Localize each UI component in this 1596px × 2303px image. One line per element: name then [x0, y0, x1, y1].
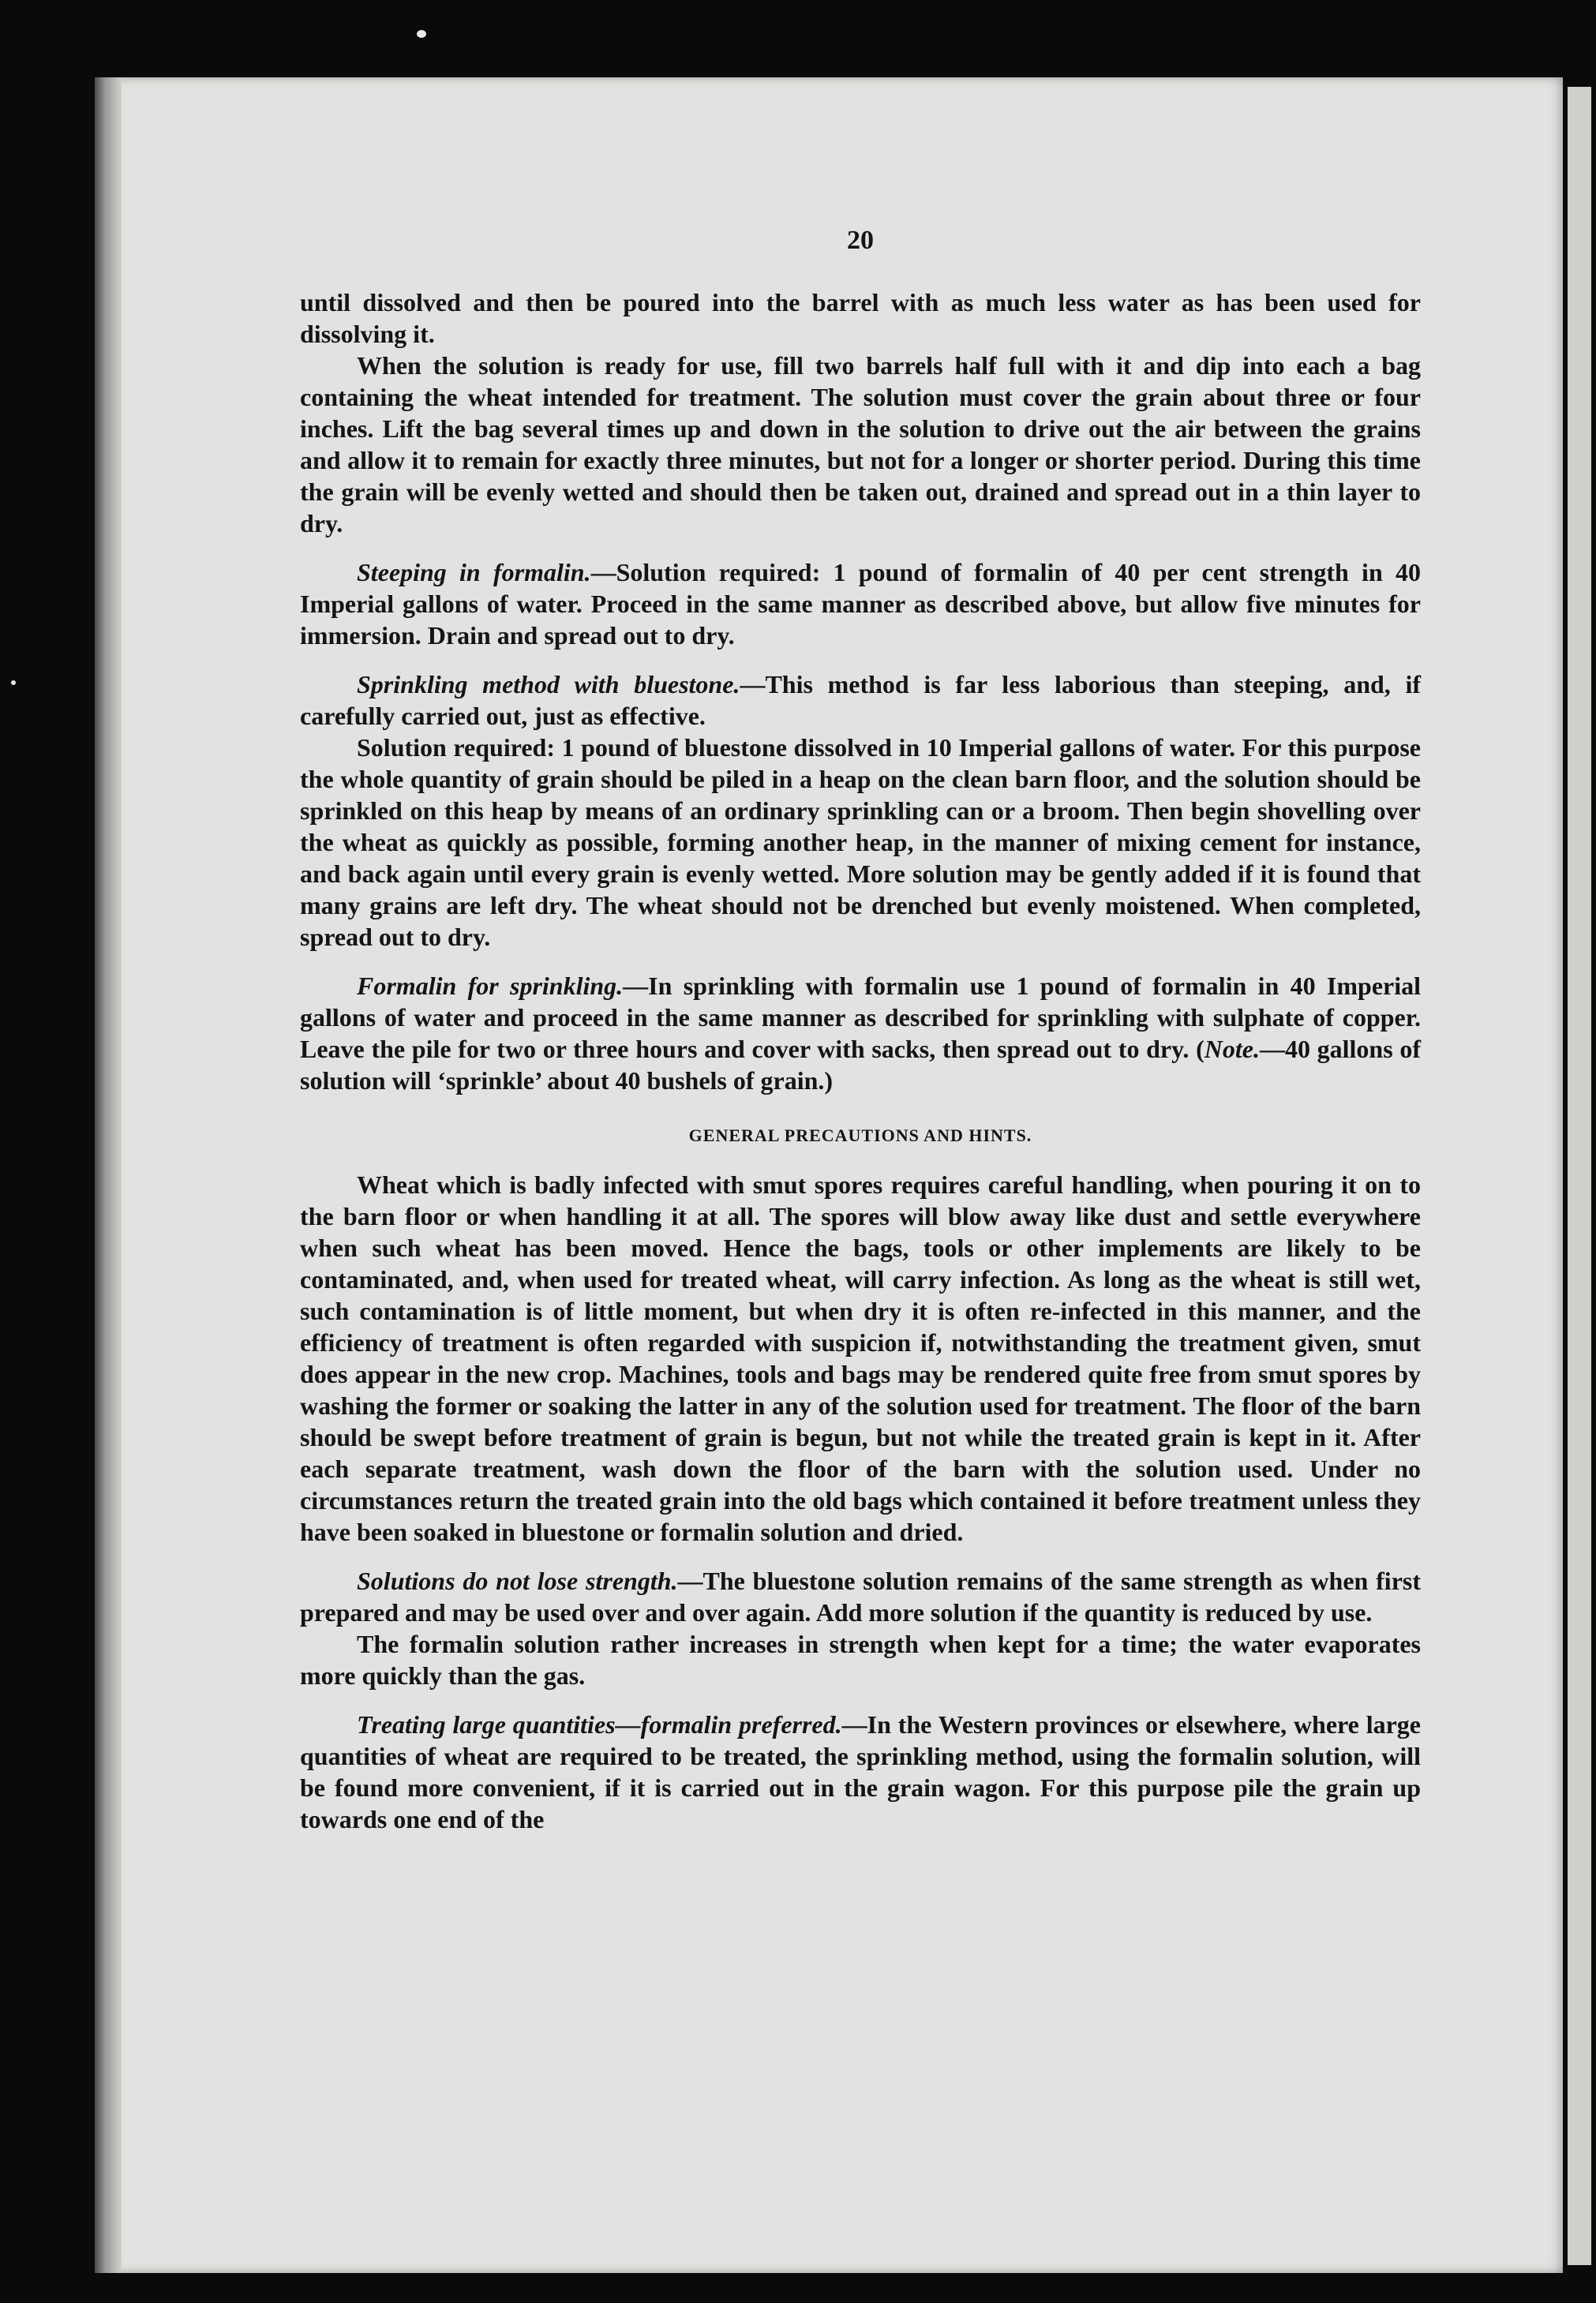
run-in-heading: Solutions do not lose strength.: [357, 1567, 678, 1595]
section-heading: GENERAL PRECAUTIONS AND HINTS.: [688, 1125, 1032, 1145]
paragraph-body: —In the Western provinces or elsewhere, where large quantities of wheat are required to be treated, the sprinkling method, using the formalin solution, will be found more convenient, if it is carried out in the grain wagon. For this purpose pile the grain up towards one end of the: [300, 1710, 1422, 1833]
page-number: 20: [847, 226, 874, 255]
run-in-heading: Formalin for sprinkling.: [357, 972, 624, 1000]
paragraph: [300, 556, 1421, 651]
page-edge: [1568, 87, 1591, 2265]
dust-speck: [11, 680, 16, 685]
paragraph: [300, 1565, 1421, 1628]
paragraph: Wheat which is badly infected with smut spores requires careful handling, when pouring it on to the barn floor or when handling it at all. The spores will blow away like dust and settle everywhere when such wheat has been moved. Hence the bags, tools or other implements are likely to be contaminated, and, when used for treated wheat, will carry infection. As long as the wheat is still wet, such contamination is of little moment, but when dry it is often re-infected in this manner, and the efficiency of treatment is often regarded with suspicion if, notwithstanding the treatment given, smut does appear in the new crop. Machines, tools and bags may be rendered quite free from smut spores by washing the former or soaking the latter in any of the solution used for treatment. The floor of the barn should be swept before treatment of grain is begun, but not while the treated grain is kept in it. After each separate treatment, wash down the floor of the barn with the solution used. Under no circumstances return the treated grain into the old bags which contained it before treatment unless they have been soaked in bluestone or formalin solution and dried.: [300, 1170, 1421, 1546]
paragraph-body: —40 gallons of solution will ‘sprinkle’ about 40 bushels of grain.): [300, 1035, 1422, 1095]
paragraph-body: —In sprinkling with formalin use 1 pound of formalin in 40 Imperial gallons of water and proceed in the same manner as described for sprinkling with sulphate of copper. Leave the pile for two or three hours and cover with sacks, then spread out to dry. (: [300, 972, 1422, 1063]
book-spine: [95, 77, 122, 2273]
paragraph: Solution required: 1 pound of bluestone dissolved in 10 Imperial gallons of water. For this purpose the whole quantity of grain should be piled in a heap on the clean barn floor, and the solution should be sprinkled on this heap by means of an ordinary sprinkling can or a broom. Then begin shovelling over the wheat as quickly as possible, forming another heap, in the manner of mixing cement for instance, and back again until every grain is evenly wetted. More solution may be gently added if it is found that many grains are left dry. The wheat should not be drenched but evenly moistened. When completed, spread out to dry.: [300, 733, 1421, 951]
paragraph-body: —Solution required: 1 pound of formalin of 40 per cent strength in 40 Imperial gallons of water. Proceed in the same manner as described above, but allow five minutes for immersion. Drain and spread out to dry.: [300, 558, 1422, 650]
paragraph: When the solution is ready for use, fill two barrels half full with it and dip into each a bag containing the wheat intended for treatment. The solution must cover the grain about three or four inches. Lift the bag several times up and down in the solution to drive out the air between the grains and allow it to remain for exactly three minutes, but not for a longer or shorter period. During this time the grain will be evenly wetted and should then be taken out, drained and spread out in a thin layer to dry.: [300, 351, 1421, 537]
note-label: Note.: [1204, 1035, 1260, 1063]
run-in-heading: Sprinkling method with bluestone.: [357, 670, 740, 698]
paragraph: [300, 1709, 1421, 1835]
paragraph: [300, 970, 1421, 1096]
dust-speck: [417, 30, 426, 38]
run-in-heading: Treating large quantities—formalin preferred.: [357, 1710, 842, 1739]
paragraph-body: —The bluestone solution remains of the same strength as when first prepared and may be used over and over again. Add more solution if the quantity is reduced by use.: [300, 1567, 1421, 1627]
paragraph: until dissolved and then be poured into the barrel with as much less water as has been used for dissolving it.: [300, 288, 1421, 348]
page-text: [300, 225, 1421, 1835]
paragraph: The formalin solution rather increases in strength when kept for a time; the water evaporates more quickly than the gas.: [300, 1630, 1421, 1690]
paragraph: [300, 668, 1421, 732]
run-in-heading: Steeping in formalin.: [357, 558, 591, 586]
paragraph-body: —This method is far less laborious than steeping, and, if carefully carried out, just as effective.: [300, 670, 1422, 730]
